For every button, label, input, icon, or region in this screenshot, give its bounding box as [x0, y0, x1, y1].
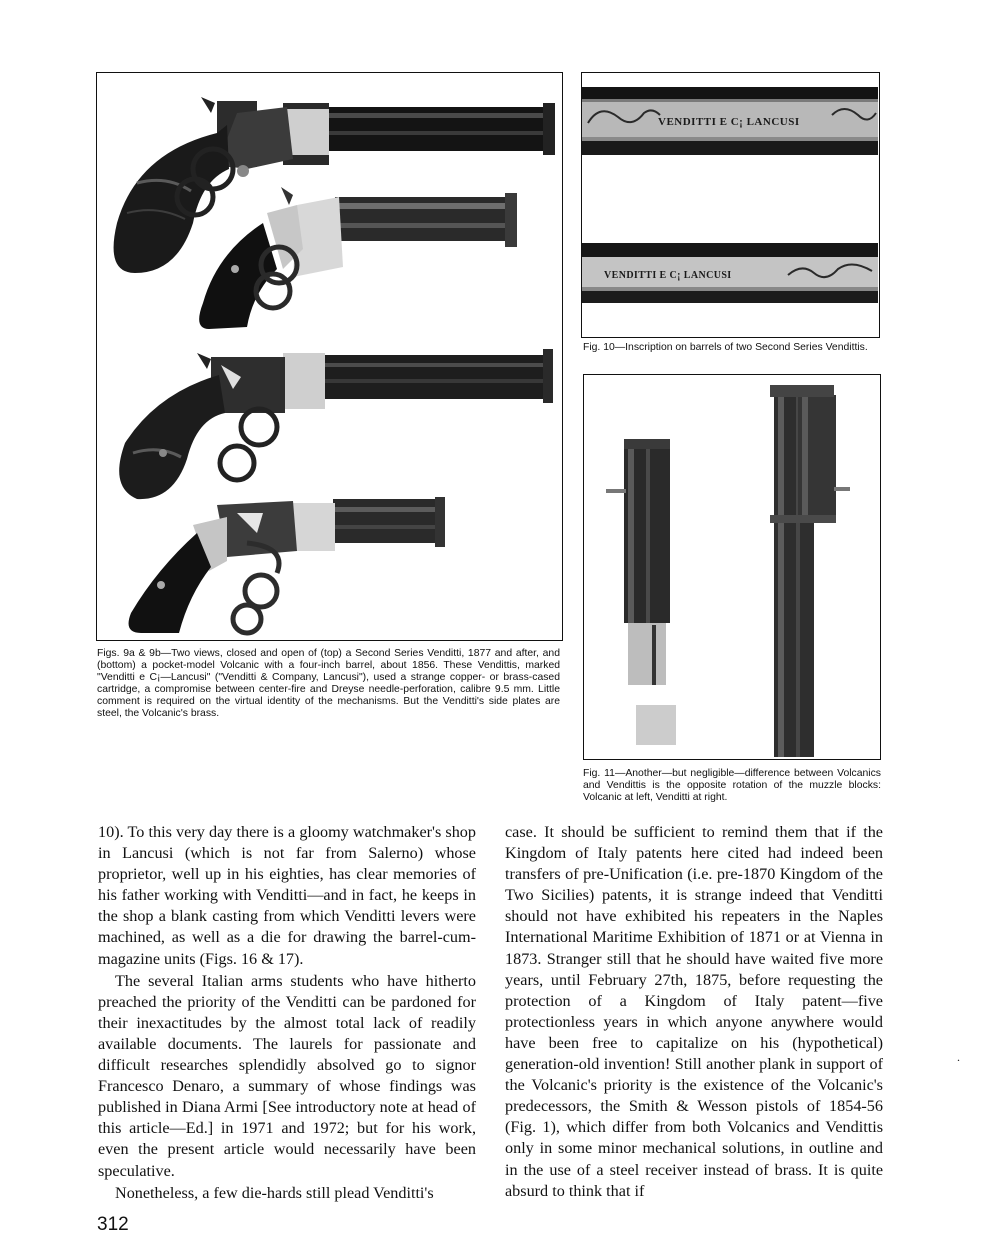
- inscription-bottom-text: VENDITTI E C¡ LANCUSI: [604, 270, 732, 281]
- body-paragraph: 10). To this very day there is a gloomy watchmaker's shop in Lancusi (which is not far from Salerno) whose proprietor, well up in his eighties, has clear memories of his father working with Venditti—and in fact, he keeps in the shop a blank casting from which Venditti levers were machined, as well as a die for drawing the barrel-cum-magazine units (Figs. 16 & 17).: [98, 823, 476, 968]
- figure-10-photo: [581, 72, 880, 338]
- figure-9-photo: [96, 72, 563, 641]
- venditti-muzzle-image: [770, 385, 850, 757]
- figure-11-caption: Fig. 11—Another—but negligible—difference between Volcanics and Vendittis is the opposite rotation of the muzzle blocks: Volcanic at left, Venditti at right.: [583, 768, 881, 804]
- pistol-volcanic-closed-image: [119, 349, 553, 499]
- figure-10-caption: Fig. 10—Inscription on barrels of two Second Series Vendittis.: [583, 342, 868, 353]
- pistol-volcanic-open-image: [129, 497, 445, 633]
- body-paragraph: case. It should be sufficient to remind them that if the Kingdom of Italy patents here cited had indeed been transfers of pre-Unification (i.e. pre-1870 Kingdom of the Two Sicilies) patents, it is strange indeed that Venditti should not have exhibited his repeaters in the Naples International Maritime Exhibition of 1871 or at Vienna in 1873. Stranger still that he should have waited five more years, until February 27th, 1875, before requesting the protection of a Kingdom of Italy patent—five protectionless years in which anyone anywhere would have been free to capitalize on his (hypothetical) generation-old invention! Still another plank in support of the Volcanic's priority is the existence of the Volcanic's predecessors, the Smith & Wesson pistols of 1854-56 (Fig. 1), which differ from both Volcanics and Vendittis only in some minor mechanical solutions, in outline and in the use of a steel receiver instead of brass. It is quite absurd to think that if: [505, 823, 883, 1200]
- body-column-left: [98, 822, 476, 1204]
- body-column-right: [505, 822, 883, 1202]
- stray-mark: .: [957, 1050, 960, 1064]
- inscription-top-text: VENDITTI E C¡ LANCUSI: [658, 116, 800, 128]
- figure-9-caption: Figs. 9a & 9b—Two views, closed and open of (top) a Second Series Venditti, 1877 and after, and (bottom) a pocket-model Volcanic with a four-inch barrel, about 1856. These Vendittis, marked "Venditti e C¡—Lancusi" ("Venditti & Company, Lancusi"), used a strange copper- or brass-cased cartridge, a compromise between center-fire and Dreyse needle-perforation, calibre 9.5 mm. Little comment is required on the virtual identity of the mechanisms. But the Venditti's side plates are steel, the Volcanic's brass.: [97, 648, 560, 720]
- body-paragraph: The several Italian arms students who have hitherto preached the priority of the Venditti can be pardoned for their inexactitudes by the almost total lack of readily available documents. The laurels for passionate and difficult researches splendidly absolved go to signor Francesco Denaro, a summary of whose findings was published in Diana Armi [See introductory note at head of this article—Ed.] in 1971 and 1972; but for his work, even the present article would necessarily have been speculative.: [98, 971, 476, 1180]
- volcanic-muzzle-image: [606, 439, 676, 745]
- body-paragraph: Nonetheless, a few die-hards still plead Venditti's: [115, 1183, 434, 1202]
- figure-11-photo: [583, 374, 881, 760]
- pistol-venditti-open-image: [199, 187, 517, 329]
- barrel-inscription-top-image: [582, 87, 878, 155]
- barrel-inscription-bottom-image: [582, 243, 878, 303]
- page-number: 312: [97, 1214, 129, 1235]
